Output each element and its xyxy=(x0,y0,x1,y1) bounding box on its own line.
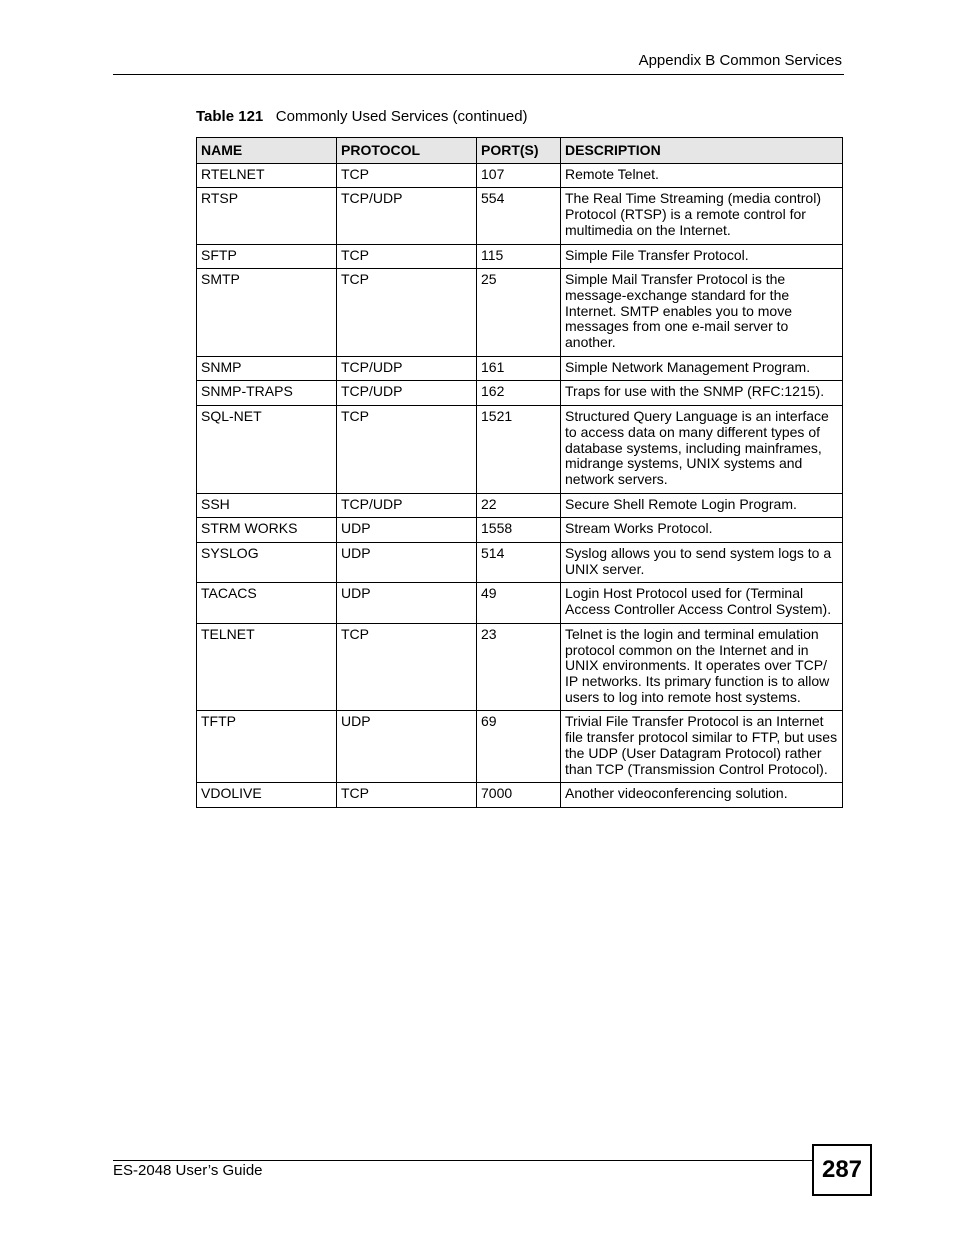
cell-name: SQL-NET xyxy=(197,406,337,494)
cell-protocol: TCP xyxy=(337,163,477,188)
cell-description: Simple File Transfer Protocol. xyxy=(561,244,843,269)
column-header-protocol: PROTOCOL xyxy=(337,138,477,164)
cell-ports: 25 xyxy=(477,269,561,357)
cell-ports: 7000 xyxy=(477,783,561,808)
cell-protocol: UDP xyxy=(337,543,477,583)
cell-description: Another videoconferencing solution. xyxy=(561,783,843,808)
cell-ports: 162 xyxy=(477,381,561,406)
cell-description: Simple Mail Transfer Protocol is the message-exchange standard for the Internet. SMTP enables you to move messages from one e-mail server to another. xyxy=(561,269,843,357)
header-rule xyxy=(113,74,844,75)
cell-description: Structured Query Language is an interface to access data on many different types of database systems, including mainframes, midrange systems, UNIX systems and network servers. xyxy=(561,406,843,494)
table-row xyxy=(197,518,843,543)
cell-protocol: TCP xyxy=(337,783,477,808)
cell-protocol: TCP/UDP xyxy=(337,493,477,518)
table-row xyxy=(197,543,843,583)
cell-name: RTSP xyxy=(197,188,337,244)
cell-ports: 161 xyxy=(477,356,561,381)
cell-protocol: TCP xyxy=(337,623,477,711)
cell-protocol: TCP xyxy=(337,406,477,494)
cell-description: Simple Network Management Program. xyxy=(561,356,843,381)
cell-description: Trivial File Transfer Protocol is an Internet file transfer protocol similar to FTP, but uses the UDP (User Datagram Protocol) rather than TCP (Transmission Control Protocol). xyxy=(561,711,843,783)
table-row xyxy=(197,406,843,494)
cell-ports: 49 xyxy=(477,583,561,623)
cell-description: Traps for use with the SNMP (RFC:1215). xyxy=(561,381,843,406)
table-row xyxy=(197,493,843,518)
table-row xyxy=(197,783,843,808)
cell-protocol: TCP xyxy=(337,269,477,357)
cell-ports: 69 xyxy=(477,711,561,783)
column-header-name: NAME xyxy=(197,138,337,164)
cell-name: SNMP xyxy=(197,356,337,381)
cell-name: SYSLOG xyxy=(197,543,337,583)
footer-guide-title: ES-2048 User’s Guide xyxy=(113,1162,263,1179)
cell-ports: 1521 xyxy=(477,406,561,494)
table-caption-title: Commonly Used Services (continued) xyxy=(275,108,528,125)
footer-rule xyxy=(113,1160,813,1161)
cell-ports: 22 xyxy=(477,493,561,518)
table-header-row xyxy=(197,138,843,164)
cell-name: SFTP xyxy=(197,244,337,269)
cell-name: SSH xyxy=(197,493,337,518)
cell-protocol: UDP xyxy=(337,583,477,623)
table-row xyxy=(197,711,843,783)
table-row xyxy=(197,188,843,244)
cell-protocol: TCP/UDP xyxy=(337,381,477,406)
cell-description: Telnet is the login and terminal emulation protocol common on the Internet and in UNIX environments. It operates over TCP/ IP networks. Its primary function is to allow users to log into remote host systems. xyxy=(561,623,843,711)
table-row xyxy=(197,269,843,357)
table-row xyxy=(197,381,843,406)
cell-name: SMTP xyxy=(197,269,337,357)
cell-name: TELNET xyxy=(197,623,337,711)
cell-ports: 1558 xyxy=(477,518,561,543)
cell-protocol: TCP/UDP xyxy=(337,356,477,381)
cell-description: Secure Shell Remote Login Program. xyxy=(561,493,843,518)
header-section-title: Appendix B Common Services xyxy=(638,52,842,69)
cell-description: Syslog allows you to send system logs to a UNIX server. xyxy=(561,543,843,583)
cell-protocol: TCP xyxy=(337,244,477,269)
table-row xyxy=(197,583,843,623)
cell-protocol: UDP xyxy=(337,711,477,783)
cell-description: Login Host Protocol used for (Terminal Access Controller Access Control System). xyxy=(561,583,843,623)
column-header-ports: PORT(S) xyxy=(477,138,561,164)
cell-protocol: UDP xyxy=(337,518,477,543)
cell-description: Stream Works Protocol. xyxy=(561,518,843,543)
table-row xyxy=(197,163,843,188)
cell-name: TFTP xyxy=(197,711,337,783)
table-caption xyxy=(196,108,528,125)
cell-name: TACACS xyxy=(197,583,337,623)
cell-protocol: TCP/UDP xyxy=(337,188,477,244)
cell-description: The Real Time Streaming (media control) Protocol (RTSP) is a remote control for multimedia on the Internet. xyxy=(561,188,843,244)
column-header-description: DESCRIPTION xyxy=(561,138,843,164)
cell-ports: 554 xyxy=(477,188,561,244)
cell-name: RTELNET xyxy=(197,163,337,188)
cell-ports: 514 xyxy=(477,543,561,583)
cell-name: VDOLIVE xyxy=(197,783,337,808)
cell-ports: 115 xyxy=(477,244,561,269)
page-number: 287 xyxy=(812,1144,872,1196)
table-row xyxy=(197,244,843,269)
cell-name: SNMP-TRAPS xyxy=(197,381,337,406)
services-table xyxy=(196,137,843,808)
cell-ports: 23 xyxy=(477,623,561,711)
table-caption-label: Table 121 xyxy=(196,108,264,125)
cell-name: STRM WORKS xyxy=(197,518,337,543)
table-row xyxy=(197,356,843,381)
cell-ports: 107 xyxy=(477,163,561,188)
cell-description: Remote Telnet. xyxy=(561,163,843,188)
table-row xyxy=(197,623,843,711)
